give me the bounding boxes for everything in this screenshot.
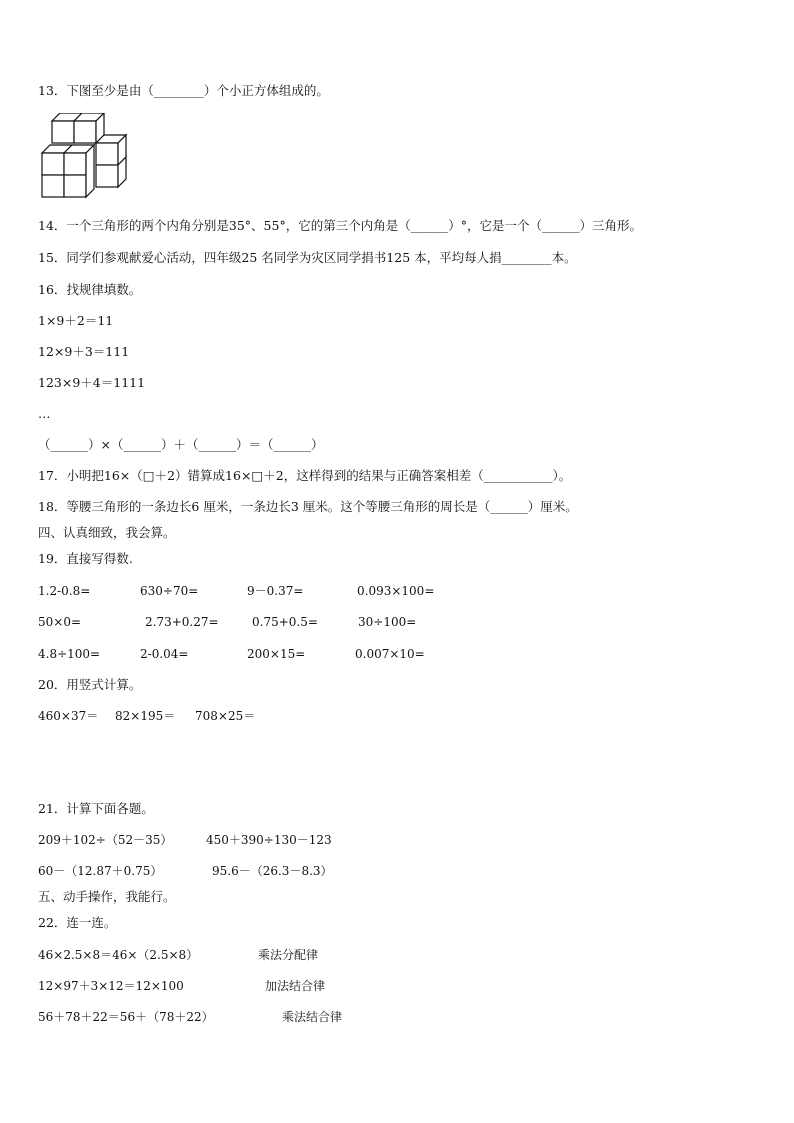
section-5-heading: 五、动手操作，我能行。 (38, 889, 176, 904)
q15-text: 15．同学们参观献爱心活动，四年级25 名同学为灾区同学捐书125 本，平均每人捐________本。 (38, 250, 577, 265)
q21-item: 450＋390÷130－123 (206, 833, 332, 847)
q19-cell: 0.75+0.5= (252, 615, 318, 629)
q18-text: 18．等腰三角形的一条边长6 厘米，一条边长3 厘米。这个等腰三角形的周长是（______）厘米。 (38, 499, 578, 514)
q21-item: 209＋102÷（52－35） (38, 833, 173, 847)
q19-cell: 1.2-0.8= (38, 584, 91, 598)
q19-text: 19．直接写得数. (38, 551, 133, 566)
q19-cell: 0.007×10= (355, 647, 425, 661)
q22-left-item: 46×2.5×8＝46×（2.5×8） (38, 948, 199, 962)
q22-text: 22．连一连。 (38, 915, 117, 930)
q19-cell: 200×15= (247, 647, 306, 661)
q21-text: 21．计算下面各题。 (38, 801, 154, 816)
q19-cell: 4.8÷100= (38, 647, 101, 661)
q20-item: 708×25＝ (195, 709, 256, 723)
q16-blank-row: （______）×（______）＋（______）＝（______） (38, 437, 324, 452)
q13-text: 13．下图至少是由（________）个小正方体组成的。 (38, 83, 329, 98)
q22-right-item: 加法结合律 (265, 979, 326, 993)
q19-cell: 0.093×100= (357, 584, 435, 598)
q20-text: 20．用竖式计算。 (38, 677, 142, 692)
q16-row-2: 12×9＋3＝111 (38, 344, 130, 359)
q19-cell: 2.73+0.27= (145, 615, 219, 629)
cube-stack-figure (38, 113, 138, 205)
q14-text: 14．一个三角形的两个内角分别是35°、55°，它的第三个内角是（______）°，它是一个（______）三角形。 (38, 218, 642, 233)
q16-text: 16．找规律填数。 (38, 282, 142, 297)
q21-item: 60－（12.87＋0.75） (38, 864, 163, 878)
q19-cell: 630÷70= (140, 584, 199, 598)
q22-left-item: 56＋78＋22＝56＋（78＋22） (38, 1010, 214, 1024)
q19-cell: 30÷100= (358, 615, 417, 629)
q17-text: 17．小明把16×（□＋2）错算成16×□＋2，这样得到的结果与正确答案相差（___________）。 (38, 468, 572, 483)
q19-cell: 2-0.04= (140, 647, 189, 661)
q16-row-1: 1×9＋2＝11 (38, 313, 114, 328)
q20-item: 460×37＝ (38, 709, 99, 723)
q22-right-item: 乘法结合律 (282, 1010, 343, 1024)
q16-row-3: 123×9＋4＝1111 (38, 375, 146, 390)
q22-right-item: 乘法分配律 (258, 948, 319, 962)
q16-ellipsis: … (38, 406, 51, 421)
q19-cell: 50×0= (38, 615, 82, 629)
q19-cell: 9－0.37= (247, 584, 304, 598)
q21-item: 95.6－（26.3－8.3） (212, 864, 333, 878)
q22-left-item: 12×97＋3×12＝12×100 (38, 979, 184, 993)
section-4-heading: 四、认真细致，我会算。 (38, 525, 176, 540)
q20-item: 82×195＝ (115, 709, 176, 723)
